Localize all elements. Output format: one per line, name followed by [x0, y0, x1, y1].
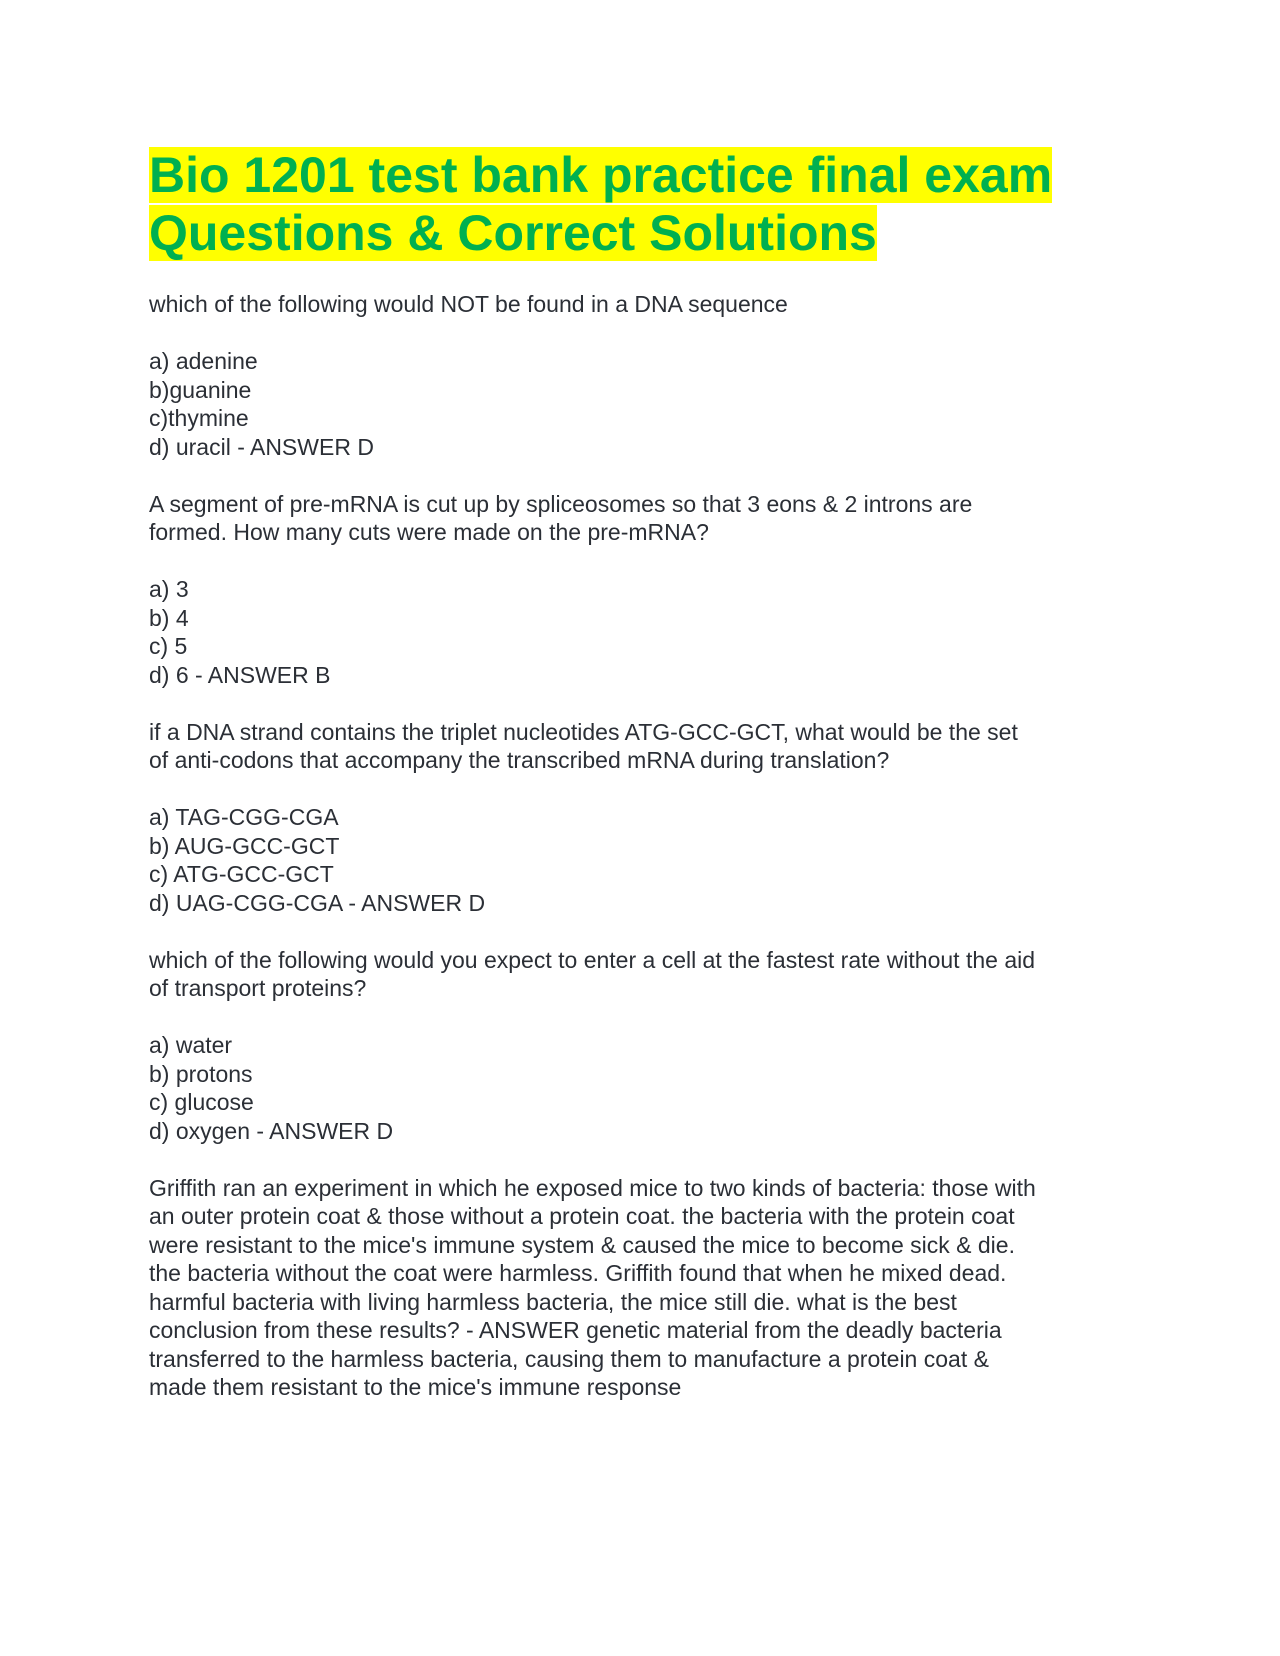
- question-stem: [149, 290, 1149, 319]
- answer-options: [149, 575, 1149, 689]
- paragraph-gap: [149, 461, 1149, 490]
- question-stem-line: if a DNA strand contains the triplet nucleotides ATG-GCC-GCT, what would be the set: [149, 718, 1018, 745]
- question-stem-line: were resistant to the mice's immune system & caused the mice to become sick & die.: [149, 1231, 1015, 1258]
- answer-option: b) 4: [149, 604, 189, 631]
- question-list: [149, 290, 1149, 1402]
- answer-option: c)thymine: [149, 405, 249, 431]
- answer-option: a) adenine: [149, 348, 258, 374]
- title-line-2: Questions & Correct Solutions: [149, 205, 877, 261]
- question-stem-line: conclusion from these results? - ANSWER genetic material from the deadly bacteria: [149, 1317, 1002, 1343]
- question-stem-line: A segment of pre-mRNA is cut up by spliceosomes so that 3 eons & 2 introns are: [149, 490, 973, 517]
- paragraph-gap: [149, 1145, 1149, 1174]
- paragraph-gap: [149, 917, 1149, 946]
- question-stem-line: of transport proteins?: [149, 975, 367, 1001]
- answer-option: c) glucose: [149, 1089, 254, 1115]
- answer-option: a) 3: [149, 576, 189, 602]
- paragraph-gap: [149, 689, 1149, 718]
- answer-option: b) protons: [149, 1060, 253, 1087]
- question-stem: [149, 1174, 1149, 1402]
- question-stem-line: formed. How many cuts were made on the pre-mRNA?: [149, 519, 709, 545]
- question-stem-line: which of the following would NOT be found in a DNA sequence: [149, 291, 788, 317]
- paragraph-gap: [149, 547, 1149, 576]
- answer-option: c) 5: [149, 633, 188, 659]
- paragraph-gap: [149, 775, 1149, 804]
- question-stem-line: which of the following would you expect to enter a cell at the fastest rate without the aid: [149, 946, 1036, 973]
- answer-option: d) UAG-CGG-CGA - ANSWER D: [149, 889, 486, 916]
- question-stem-line: harmful bacteria with living harmless bacteria, the mice still die. what is the best: [149, 1288, 957, 1315]
- answer-option: a) TAG-CGG-CGA: [149, 804, 339, 830]
- document-title: [149, 146, 1149, 262]
- paragraph-gap: [149, 319, 1149, 348]
- answer-options: [149, 803, 1149, 917]
- question-stem: [149, 718, 1149, 775]
- question-stem-line: the bacteria without the coat were harmless. Griffith found that when he mixed dead.: [149, 1260, 1007, 1286]
- question-stem-line: made them resistant to the mice's immune response: [149, 1374, 682, 1400]
- answer-option: d) oxygen - ANSWER D: [149, 1117, 394, 1144]
- answer-option: d) uracil - ANSWER D: [149, 433, 374, 460]
- question-stem-line: an outer protein coat & those without a protein coat. the bacteria with the protein coat: [149, 1203, 1015, 1229]
- answer-option: c) ATG-GCC-GCT: [149, 861, 334, 887]
- answer-options: [149, 347, 1149, 461]
- answer-option: b) AUG-GCC-GCT: [149, 832, 340, 859]
- answer-option: d) 6 - ANSWER B: [149, 661, 331, 688]
- question-stem-line: Griffith ran an experiment in which he exposed mice to two kinds of bacteria: those with: [149, 1174, 1036, 1201]
- paragraph-gap: [149, 1003, 1149, 1032]
- question-stem: [149, 490, 1149, 547]
- question-stem-line: of anti-codons that accompany the transcribed mRNA during translation?: [149, 747, 890, 773]
- document-page: [149, 146, 1149, 1402]
- question-stem-line: transferred to the harmless bacteria, causing them to manufacture a protein coat &: [149, 1345, 989, 1372]
- answer-option: b)guanine: [149, 376, 252, 403]
- title-line-1: Bio 1201 test bank practice final exam: [149, 147, 1053, 203]
- answer-option: a) water: [149, 1032, 233, 1058]
- question-stem: [149, 946, 1149, 1003]
- answer-options: [149, 1031, 1149, 1145]
